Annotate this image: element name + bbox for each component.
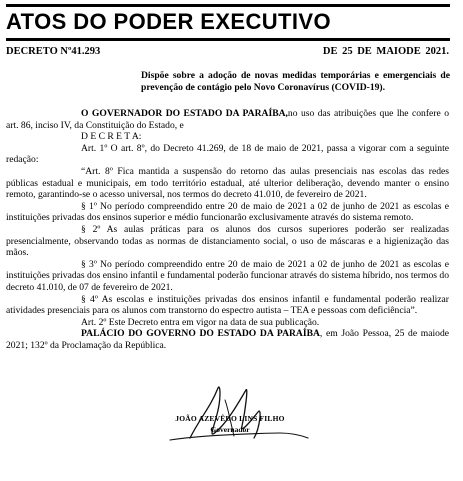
- intro-text: no uso das atribuições que lhe confere o art. 86, inciso IV, da Constituição do Estado, e: [6, 108, 449, 131]
- decree-date: DE 25 DE MAIODE 2021.: [322, 46, 449, 57]
- closing-text: , em João Pessoa, 25 de maiode 2021; 132º da Proclamação da República.: [6, 328, 449, 351]
- paragraph-4: § 4º As escolas e instituições privadas dos ensinos infantil e fundamental poderão realizar atividades presenciais para os alunos com transtorno do espectro autista – TEA e pessoas com deficiência”.: [6, 293, 449, 317]
- intro-paragraph: [6, 108, 449, 131]
- paragraph-1: § 1º No período compreendido entre 20 de maio de 2021 a 02 de junho de 2021 as escolas e instituições privadas dos ensinos superior e médio funcionarão exclusivamente através do sistema remoto.: [6, 200, 449, 224]
- closing-paragraph: [6, 328, 449, 351]
- header-bottom-rule: [6, 38, 450, 41]
- signatory-name: JOÃO AZEVÊDO LINS FILHO: [175, 414, 285, 423]
- governor-title: O GOVERNADOR DO ESTADO DA PARAÍBA,: [81, 108, 288, 119]
- paragraph-3: § 3º No período compreendido entre 20 de maio de 2021 a 02 de junho de 2021 as escolas e instituições privadas dos ensino infantil e fundamental poderão funcionar através do sistema híbrido, nos termos do decreto 41.010, de 07 de fevereiro de 2021.: [6, 258, 449, 293]
- palace-name: PALÁCIO DO GOVERNO DO ESTADO DA PARAÍBA: [81, 328, 320, 340]
- decree-summary: Dispõe sobre a adoção de novas medidas temporárias e emergenciais de prevenção de contágio pelo Novo Coronavírus (COVID-19).: [141, 70, 450, 94]
- signatory-role: Governador: [210, 425, 250, 434]
- article-8-quote: “Art. 8º Fica mantida a suspensão do retorno das aulas presenciais nas escolas das redes públicas estadual e municipais, em todo território estadual, até ulterior deliberação, devendo manter o ensino remoto, garantindo-se o acesso universal, nos termos do decreto 41.010, de fevereiro de 2021.: [6, 165, 449, 201]
- decree-body: [6, 108, 449, 351]
- decreta-line: D E C R E T A:: [81, 131, 142, 143]
- decree-number: DECRETO Nº41.293: [6, 46, 101, 57]
- section-title: ATOS DO PODER EXECUTIVO: [6, 9, 331, 34]
- article-1: Art. 1º O art. 8º, do Decreto 41.269, de 18 de maio de 2021, passa a vigorar com a seguinte redação:: [6, 142, 449, 166]
- paragraph-2: § 2º As aulas práticas para os alunos dos cursos superiores poderão ser realizadas presencialmente, observando todas as normas de distanciamento social, o uso de máscaras e a higienização das mãos.: [6, 223, 449, 259]
- article-2: Art. 2º Este Decreto entra em vigor na data de sua publicação.: [81, 316, 320, 328]
